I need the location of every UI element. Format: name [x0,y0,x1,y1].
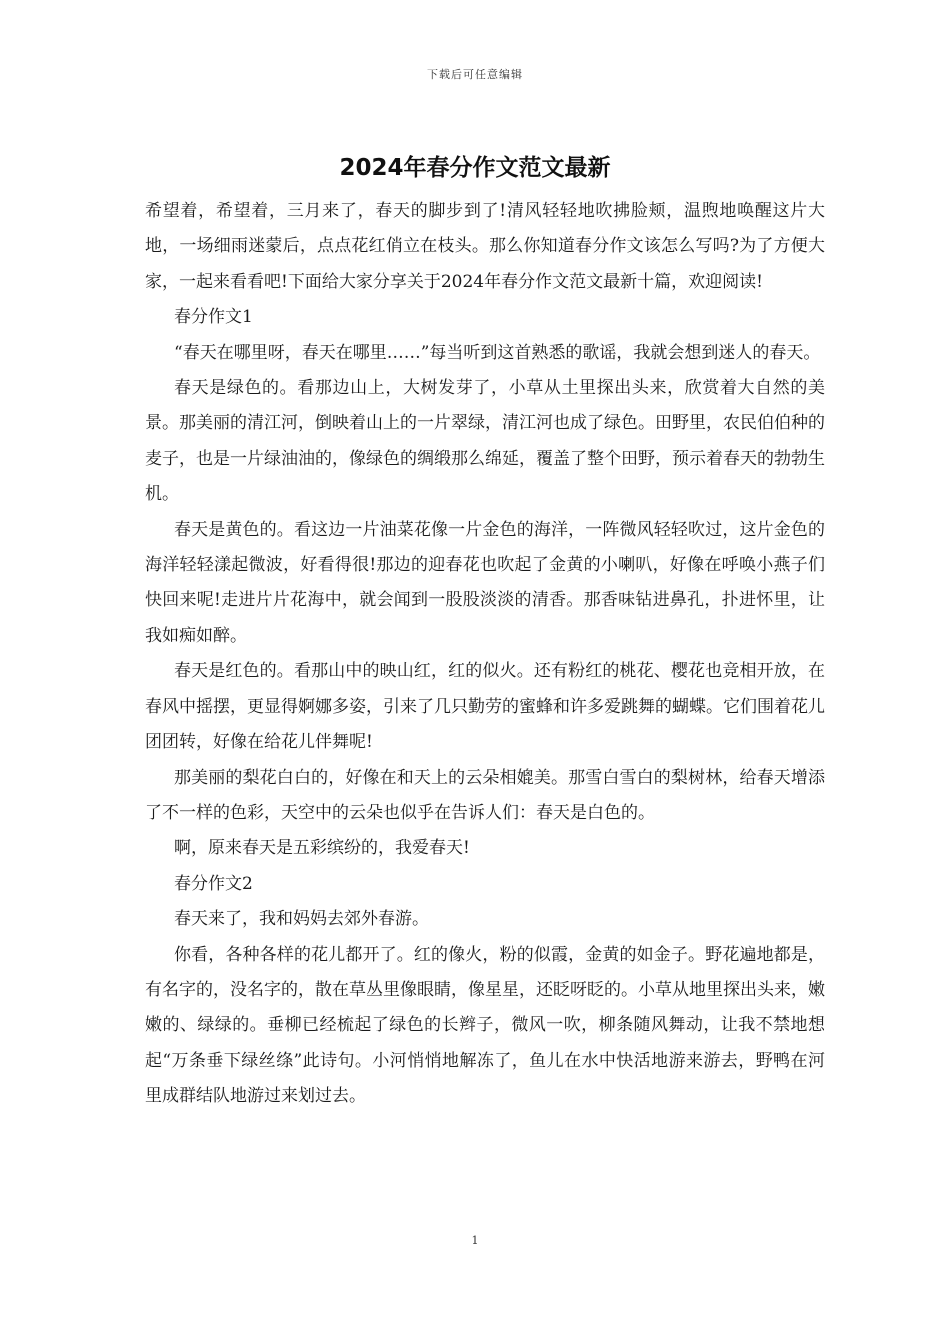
document-title: 2024年春分作文范文最新 [339,155,611,181]
section-heading-essay-2: 春分作文2 [174,873,253,894]
paragraph: 啊，原来春天是五彩缤纷的，我爱春天! [174,838,470,859]
paragraph: 你看，各种各样的花儿都开了。红的像火，粉的似霞，金黄的如金子。野花遍地都是，有名字的，没名字的，散在草丛里像眼睛，像星星，还眨呀眨的。小草从地里探出头来，嫩嫩的、绿绿的。垂柳已经梳起了绿色的长辫子，微风一吹，柳条随风舞动，让我不禁地想起“万条垂下绿丝绦”此诗句。小河悄悄地解冻了，鱼儿在水中快活地游来游去，野鸭在河里成群结队地游过来划过去。 [145,944,825,1107]
page-number: 1 [471,1234,479,1247]
paragraph: 春天是黄色的。看这边一片油菜花像一片金色的海洋，一阵微风轻轻吹过，这片金色的海洋轻轻漾起微波，好看得很!那边的迎春花也吹起了金黄的小喇叭，好像在呼唤小燕子们快回来呢!走进片片花海中，就会闻到一股股淡淡的清香。那香味钻进鼻孔，扑进怀里，让我如痴如醉。 [145,519,825,646]
paragraph: 那美丽的梨花白白的，好像在和天上的云朵相媲美。那雪白雪白的梨树林，给春天增添了不一样的色彩，天空中的云朵也似乎在告诉人们：春天是白色的。 [145,767,825,823]
paragraph: “春天在哪里呀，春天在哪里……”每当听到这首熟悉的歌谣，我就会想到迷人的春天。 [174,342,821,363]
paragraph: 春天是红色的。看那山中的映山红，红的似火。还有粉红的桃花、樱花也竞相开放，在春风中摇摆，更显得婀娜多姿，引来了几只勤劳的蜜蜂和许多爱跳舞的蝴蝶。它们围着花儿团团转，好像在给花儿伴舞呢! [145,661,825,753]
section-heading-essay-1: 春分作文1 [174,307,253,328]
paragraph: 春天来了，我和妈妈去郊外春游。 [174,909,429,930]
paragraph: 春天是绿色的。看那边山上，大树发芽了，小草从土里探出头来，欣赏着大自然的美景。那美丽的清江河，倒映着山上的一片翠绿，清江河也成了绿色。田野里，农民伯伯种的麦子，也是一片绿油油的，像绿色的绸缎那么绵延，覆盖了整个田野，预示着春天的勃勃生机。 [145,378,825,505]
header-note: 下载后可任意编辑 [427,68,523,81]
document-body [145,194,825,1115]
intro-paragraph: 希望着，希望着，三月来了，春天的脚步到了!清风轻轻地吹拂脸颊，温煦地唤醒这片大地，一场细雨迷蒙后，点点花红俏立在枝头。那么你知道春分作文该怎么写吗?为了方便大家，一起来看看吧!下面给大家分享关于2024年春分作文范文最新十篇，欢迎阅读! [145,201,825,292]
